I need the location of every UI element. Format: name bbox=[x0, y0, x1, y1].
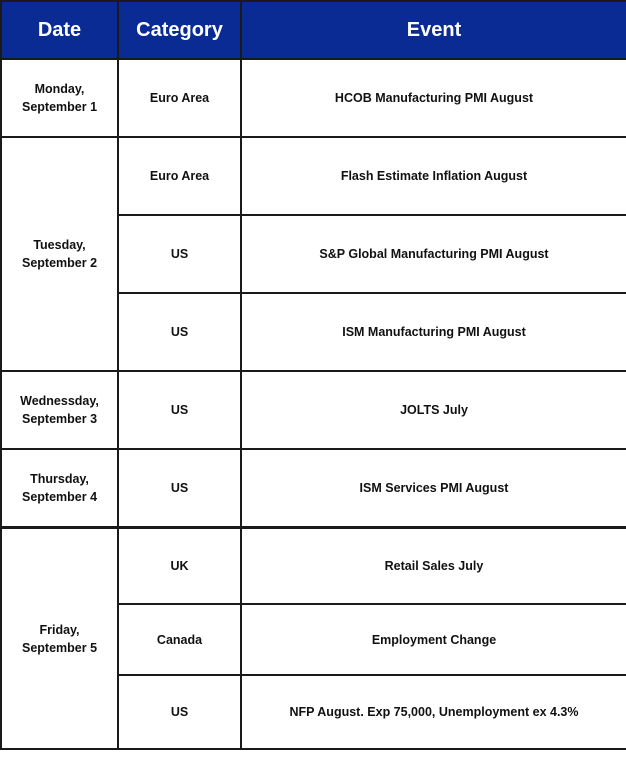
category-cell: US bbox=[118, 293, 241, 371]
date-cell: Monday, September 1 bbox=[1, 59, 118, 137]
category-cell: Euro Area bbox=[118, 137, 241, 215]
header-row bbox=[1, 1, 626, 59]
event-cell: ISM Manufacturing PMI August bbox=[241, 293, 626, 371]
column-header-date: Date bbox=[1, 1, 118, 59]
date-cell: Friday, September 5 bbox=[1, 528, 118, 750]
table-row bbox=[1, 59, 626, 137]
category-cell: UK bbox=[118, 528, 241, 605]
column-header-event: Event bbox=[241, 1, 626, 59]
event-cell: JOLTS July bbox=[241, 371, 626, 449]
category-cell: US bbox=[118, 371, 241, 449]
date-cell: Wednessday, September 3 bbox=[1, 371, 118, 449]
event-cell: NFP August. Exp 75,000, Unemployment ex 4.3% bbox=[241, 675, 626, 749]
category-cell: US bbox=[118, 675, 241, 749]
table-row bbox=[1, 528, 626, 605]
table-row bbox=[1, 449, 626, 528]
event-cell: ISM Services PMI August bbox=[241, 449, 626, 528]
category-cell: Euro Area bbox=[118, 59, 241, 137]
event-cell: S&P Global Manufacturing PMI August bbox=[241, 215, 626, 293]
category-cell: Canada bbox=[118, 604, 241, 675]
table-row bbox=[1, 371, 626, 449]
category-cell: US bbox=[118, 449, 241, 528]
event-cell: Flash Estimate Inflation August bbox=[241, 137, 626, 215]
date-cell: Thursday, September 4 bbox=[1, 449, 118, 528]
event-cell: HCOB Manufacturing PMI August bbox=[241, 59, 626, 137]
table-row bbox=[1, 137, 626, 215]
date-cell: Tuesday, September 2 bbox=[1, 137, 118, 371]
event-cell: Employment Change bbox=[241, 604, 626, 675]
event-cell: Retail Sales July bbox=[241, 528, 626, 605]
column-header-category: Category bbox=[118, 1, 241, 59]
category-cell: US bbox=[118, 215, 241, 293]
